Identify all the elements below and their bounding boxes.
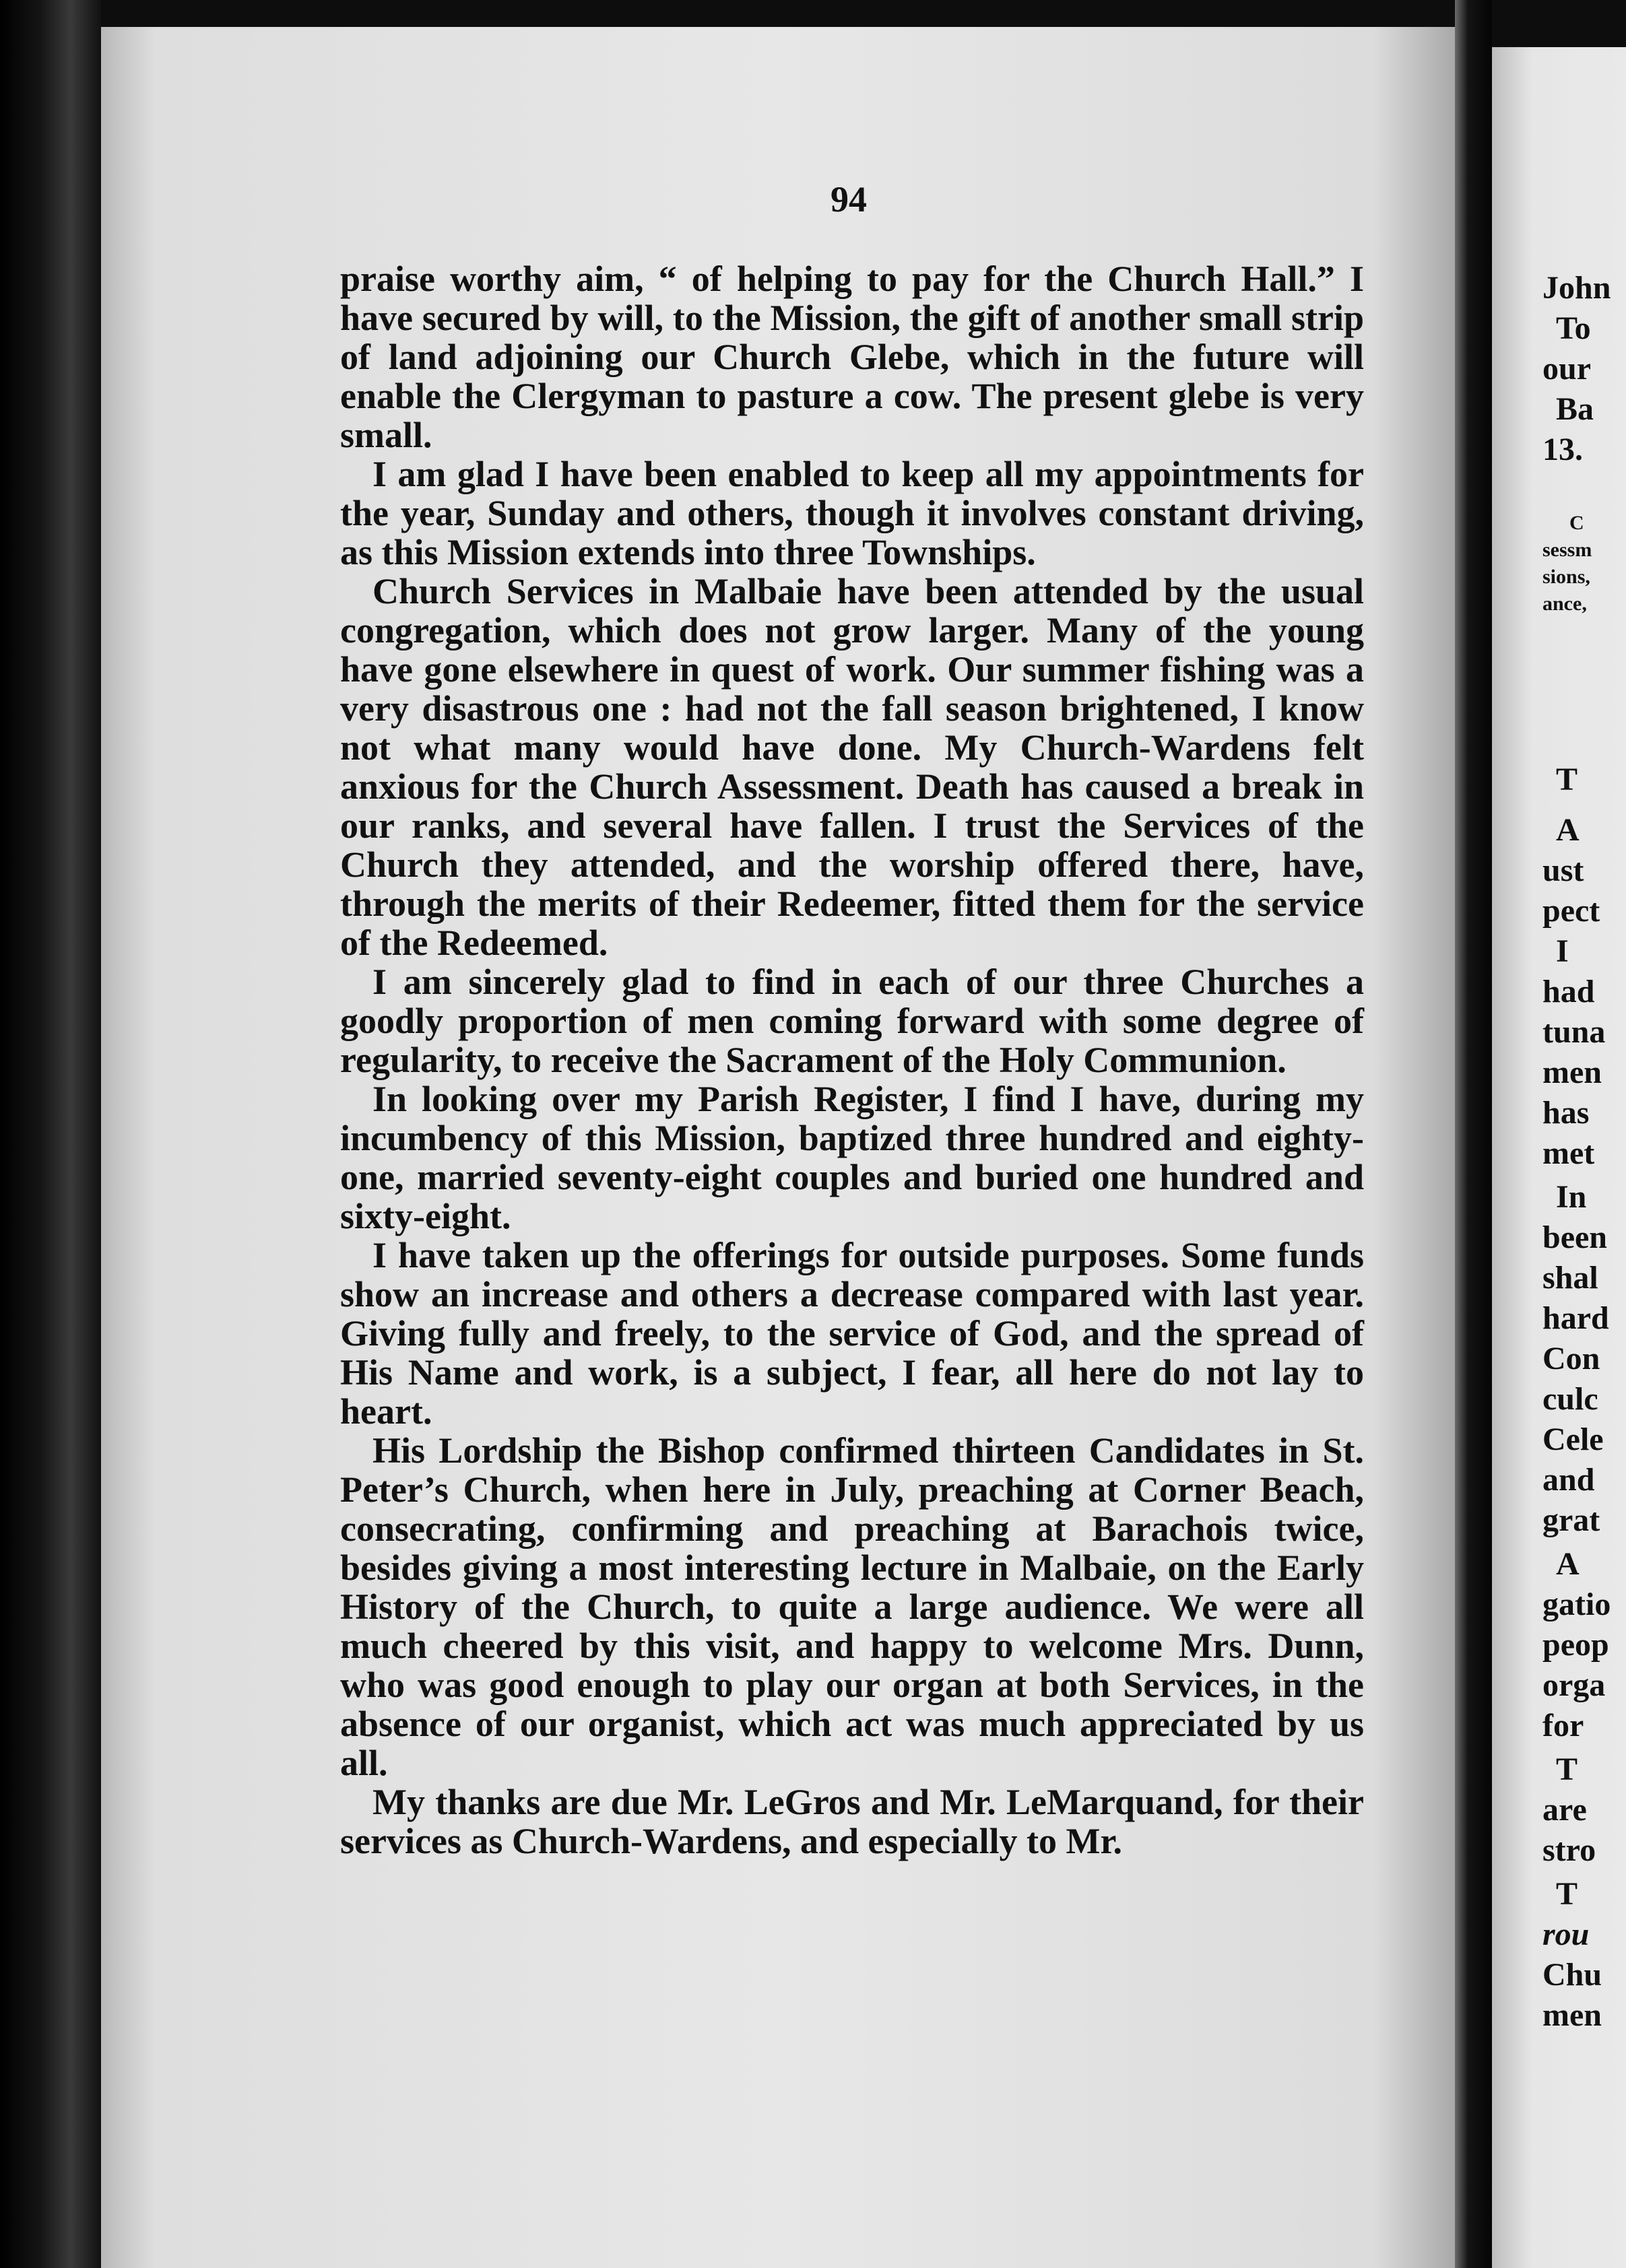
paragraph: I have taken up the offerings for outside purposes. Some funds show an increase and others a decrease compared with last year. Giving fully and freely, to the service of God, and the spread of His Name and work, is a subject, I fear, all here do not lay to heart. bbox=[340, 1235, 1364, 1432]
facing-line: C bbox=[1569, 512, 1584, 534]
facing-line: In bbox=[1556, 1179, 1587, 1215]
facing-line: Chu bbox=[1542, 1957, 1602, 1993]
paragraph: I am glad I have been enabled to keep all my appointments for the year, Sunday and others, though it involves constant driving, as this Mission extends into three Townships. bbox=[340, 454, 1364, 572]
facing-line: our bbox=[1542, 351, 1591, 387]
page-number: 94 bbox=[831, 179, 867, 220]
facing-line: had bbox=[1542, 974, 1595, 1009]
facing-line: been bbox=[1542, 1220, 1607, 1255]
facing-line: gatio bbox=[1542, 1587, 1611, 1622]
facing-line: are bbox=[1542, 1792, 1587, 1828]
facing-line: T bbox=[1556, 1876, 1578, 1912]
facing-line: John bbox=[1542, 270, 1611, 306]
facing-line: shal bbox=[1542, 1260, 1598, 1296]
facing-line: A bbox=[1556, 812, 1580, 848]
paragraph: I am sincerely glad to find in each of our three Churches a goodly proportion of men coming forward with some degree of regularity, to receive the Sacrament of the Holy Communion. bbox=[340, 962, 1364, 1080]
facing-line: Con bbox=[1542, 1341, 1600, 1376]
facing-line: for bbox=[1542, 1708, 1584, 1743]
facing-line: men bbox=[1542, 1055, 1602, 1090]
facing-line: Ba bbox=[1556, 391, 1594, 427]
facing-line: ust bbox=[1542, 853, 1584, 888]
facing-line: orga bbox=[1542, 1667, 1606, 1703]
paragraph: praise worthy aim, “ of helping to pay for the Church Hall.” I have secured by will, to the Mission, the gift of another small strip of land adjoining our Church Glebe, which in the future will enable the Clergyman to pasture a cow. The present glebe is very small. bbox=[340, 259, 1364, 455]
facing-line: rou bbox=[1542, 1916, 1590, 1952]
facing-line: peop bbox=[1542, 1627, 1609, 1663]
facing-line: culc bbox=[1542, 1381, 1598, 1417]
facing-line: sions, bbox=[1542, 566, 1590, 588]
paragraph: My thanks are due Mr. LeGros and Mr. LeMarquand, for their services as Church-Wardens, and especially to Mr. bbox=[340, 1782, 1364, 1861]
facing-line: stro bbox=[1542, 1832, 1596, 1868]
facing-line: met bbox=[1542, 1135, 1595, 1171]
page-body bbox=[340, 259, 1364, 1861]
facing-line: A bbox=[1556, 1546, 1580, 1582]
facing-line: pect bbox=[1542, 893, 1600, 929]
facing-line: I bbox=[1556, 933, 1569, 969]
book-binding-edge bbox=[0, 0, 101, 2268]
facing-line: and bbox=[1542, 1462, 1595, 1498]
paragraph: In looking over my Parish Register, I find I have, during my incumbency of this Mission, baptized three hundred and eighty-one, married seventy-eight couples and buried one hundred and sixty-eight. bbox=[340, 1079, 1364, 1236]
facing-line: 13. bbox=[1542, 432, 1583, 467]
facing-line: men bbox=[1542, 1997, 1602, 2033]
facing-line: hard bbox=[1542, 1300, 1609, 1336]
facing-line: T bbox=[1556, 762, 1578, 797]
facing-line: has bbox=[1542, 1095, 1590, 1131]
facing-line: T bbox=[1556, 1752, 1578, 1787]
facing-line: grat bbox=[1542, 1502, 1600, 1538]
paragraph: His Lordship the Bishop confirmed thirteen Candidates in St. Peter’s Church, when here in July, preaching at Corner Beach, consecrating, confirming and preaching at Barachois twice, besides giving a most interesting lecture in Malbaie, on the Early History of the Church, to quite a large audience. We were all much cheered by this visit, and happy to welcome Mrs. Dunn, who was good enough to play our organ at both Services, in the absence of our organist, which act was much appreciated by us all. bbox=[340, 1430, 1364, 1783]
facing-line: sessm bbox=[1542, 539, 1592, 561]
paragraph: Church Services in Malbaie have been attended by the usual congregation, which does not grow larger. Many of the young have gone elsewhere in quest of work. Our summer fishing was a very disastrous one : had not the fall season brightened, I know not what many would have done. My Church-Wardens felt anxious for the Church Assessment. Death has caused a break in our ranks, and several have fallen. I trust the Services of the Church they attended, and the worship offered there, have, through the merits of their Redeemer, fitted them for the service of the Redeemed. bbox=[340, 571, 1364, 963]
facing-line: Cele bbox=[1542, 1422, 1604, 1457]
page-gutter bbox=[1455, 0, 1492, 2268]
facing-line: ance, bbox=[1542, 593, 1587, 615]
facing-line: To bbox=[1556, 310, 1591, 346]
facing-line: tuna bbox=[1542, 1014, 1606, 1050]
